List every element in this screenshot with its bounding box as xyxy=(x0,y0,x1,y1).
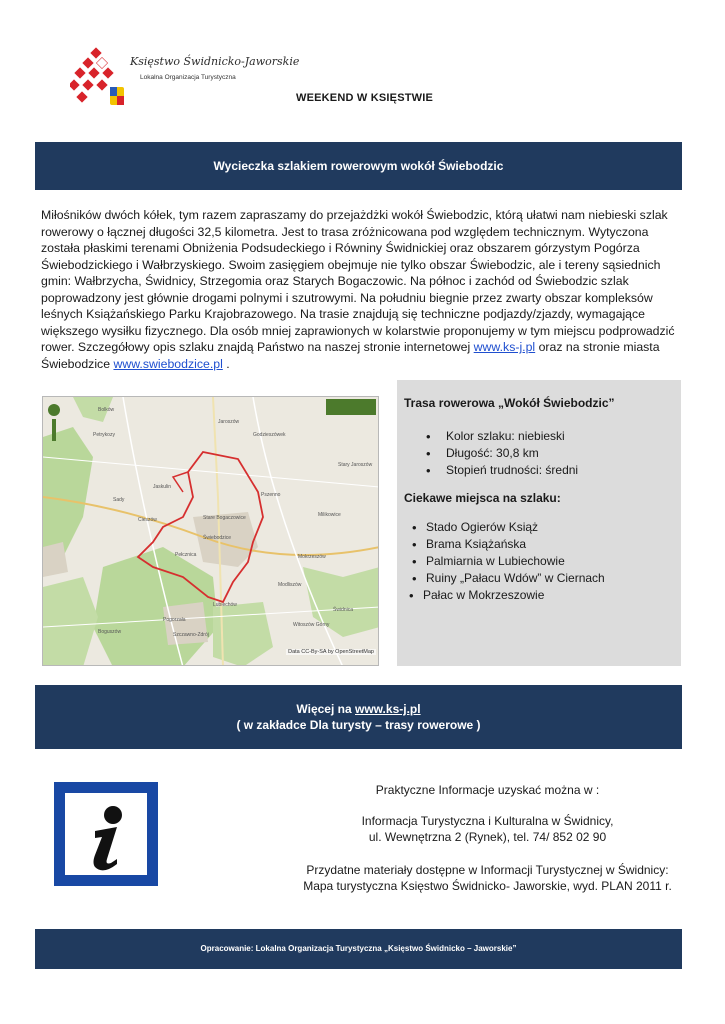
swiebodzice-website-link[interactable]: www.swiebodzice.pl xyxy=(113,356,223,371)
route-title: Trasa rowerowa „Wokół Świebodzic” xyxy=(404,396,615,410)
intro-text: Miłośników dwóch kółek, tym razem zapraszamy do przejażdżki wokół Świebodzic, którą ułatwi nam niebieski szlak rowerowy o łącznej długości 32,5 kilometra. Jest to trasa zróżnicowana pod względem technicznym. Wytyczona została płaskimi terenami Obniżenia Podsudeckiego i Równiny Świdnickiej oraz obszarem górzystym Pogórza Świebodzickiego i Wałbrzyskiego. Swoim zasięgiem obejmuje nie tylko obszar Świebodzic, ale i tereny sąsiednich gmin: Wałbrzycha, Świdnicy, Strzegomia oraz Starych Bogaczowic. Na północ i zachód od Świebodzic szlak poprowadzony jest głównie drogami polnymi i szutrowymi. Na południu biegnie przez zwarty obszar kompleksów leśnych Książańskiego Parku Krajobrazowego. Na trasie znajdują się techniczne podjazdy/zjazdy, wymagające większego wysiłku fizycznego. Dla osób mniej zaprawionych w kolarstwie proponujemy w tym miejscu podprowadzić rower. Szczegółowy opis szlaku znajdą Państwo na naszej stronie internetowej xyxy=(41,208,675,354)
list-item: • Ruiny „Pałacu Wdów” w Ciernach xyxy=(404,570,681,587)
map-label: Stary Jaroszów xyxy=(338,462,373,468)
map-label: Stare Bogaczowice xyxy=(203,515,246,521)
map-toolbar[interactable] xyxy=(326,399,376,415)
map-label: Bolków xyxy=(98,407,115,413)
list-item: • Stopień trudności: średni xyxy=(404,462,681,479)
map-zoom-control[interactable] xyxy=(47,403,61,443)
practical-line: Mapa turystyczna Księstwo Świdnicko- Jaworskie, wyd. PLAN 2011 r. xyxy=(303,879,672,893)
map-label: Mokrzeszów xyxy=(298,554,326,560)
map-label: Boguszów xyxy=(98,629,122,635)
map-label: Sady xyxy=(113,497,125,503)
list-item: • Kolor szlaku: niebieski xyxy=(404,428,681,445)
list-item: • Brama Książańska xyxy=(404,536,681,553)
route-map[interactable] xyxy=(42,396,379,666)
more-prefix: Więcej na xyxy=(296,702,355,716)
map-label: Świdnica xyxy=(333,607,354,613)
map-label: Pszenno xyxy=(261,492,281,498)
more-hint: ( w zakładce Dla turysty – trasy rowerowe ) xyxy=(236,718,481,732)
map-label: Pogorzała xyxy=(163,617,186,623)
info-i-icon xyxy=(65,793,147,875)
intro-end-text: . xyxy=(222,356,230,371)
logo-subtitle: Lokalna Organizacja Turystyczna xyxy=(140,74,236,81)
map-label: Lubiechów xyxy=(213,602,237,608)
footer-banner: Opracowanie: Lokalna Organizacja Turystyczna „Księstwo Świdnicko – Jaworskie” xyxy=(35,929,682,969)
map-label: Modliszów xyxy=(278,582,302,588)
map-label: Witoszów Górny xyxy=(293,622,330,628)
practical-line: ul. Wewnętrzna 2 (Rynek), tel. 74/ 852 02 90 xyxy=(368,830,607,844)
map-label: Milikowice xyxy=(318,512,341,518)
map-label: Świebodzice xyxy=(203,535,232,541)
more-website-link[interactable]: www.ks-j.pl xyxy=(355,702,421,716)
map-label: Pełcznica xyxy=(175,552,197,558)
map-label: Cieszów xyxy=(138,517,157,523)
more-info-banner xyxy=(35,685,682,749)
practical-line: Praktyczne Informacje uzyskać można w : xyxy=(375,783,600,797)
ksj-website-link[interactable]: www.ks-j.pl xyxy=(473,340,536,354)
article-title-banner: Wycieczka szlakiem rowerowym wokół Świebodzic xyxy=(35,142,682,190)
list-item: • Długość: 30,8 km xyxy=(404,445,681,462)
list-item: • Stado Ogierów Książ xyxy=(404,519,681,536)
places-list xyxy=(404,519,681,604)
page-title: WEEKEND W KSIĘSTWIE xyxy=(296,92,434,104)
map-label: Petrykozy xyxy=(93,432,115,438)
organization-logo xyxy=(70,47,300,111)
map-attribution[interactable]: Data CC-By-SA by OpenStreetMap xyxy=(288,649,374,655)
intro-paragraph xyxy=(41,207,681,372)
intro-mid-text: oraz na stronie miasta Świebodzice xyxy=(41,340,660,371)
route-info-box xyxy=(397,380,681,666)
list-item: • Pałac w Mokrzeszowie xyxy=(404,587,681,604)
list-item: • Palmiarnia w Lubiechowie xyxy=(404,553,681,570)
places-title: Ciekawe miejsca na szlaku: xyxy=(404,491,561,505)
practical-info xyxy=(255,782,720,895)
map-label: Jaskulin xyxy=(153,484,172,490)
map-label: Jaroszów xyxy=(218,419,240,425)
checkered-logo-icon xyxy=(70,47,130,111)
map-label: Szczawno-Zdrój xyxy=(173,632,209,638)
practical-line: Przydatne materiały dostępne w Informacji Turystycznej w Świdnicy: xyxy=(306,862,669,877)
tourist-info-icon xyxy=(54,782,158,886)
logo-title: Księstwo Świdnicko-Jaworskie xyxy=(130,55,300,68)
map-label: Godzieszówek xyxy=(253,432,286,438)
practical-line: Informacja Turystyczna i Kulturalna w Świdnicy, xyxy=(361,813,614,828)
route-details-list xyxy=(404,428,681,479)
